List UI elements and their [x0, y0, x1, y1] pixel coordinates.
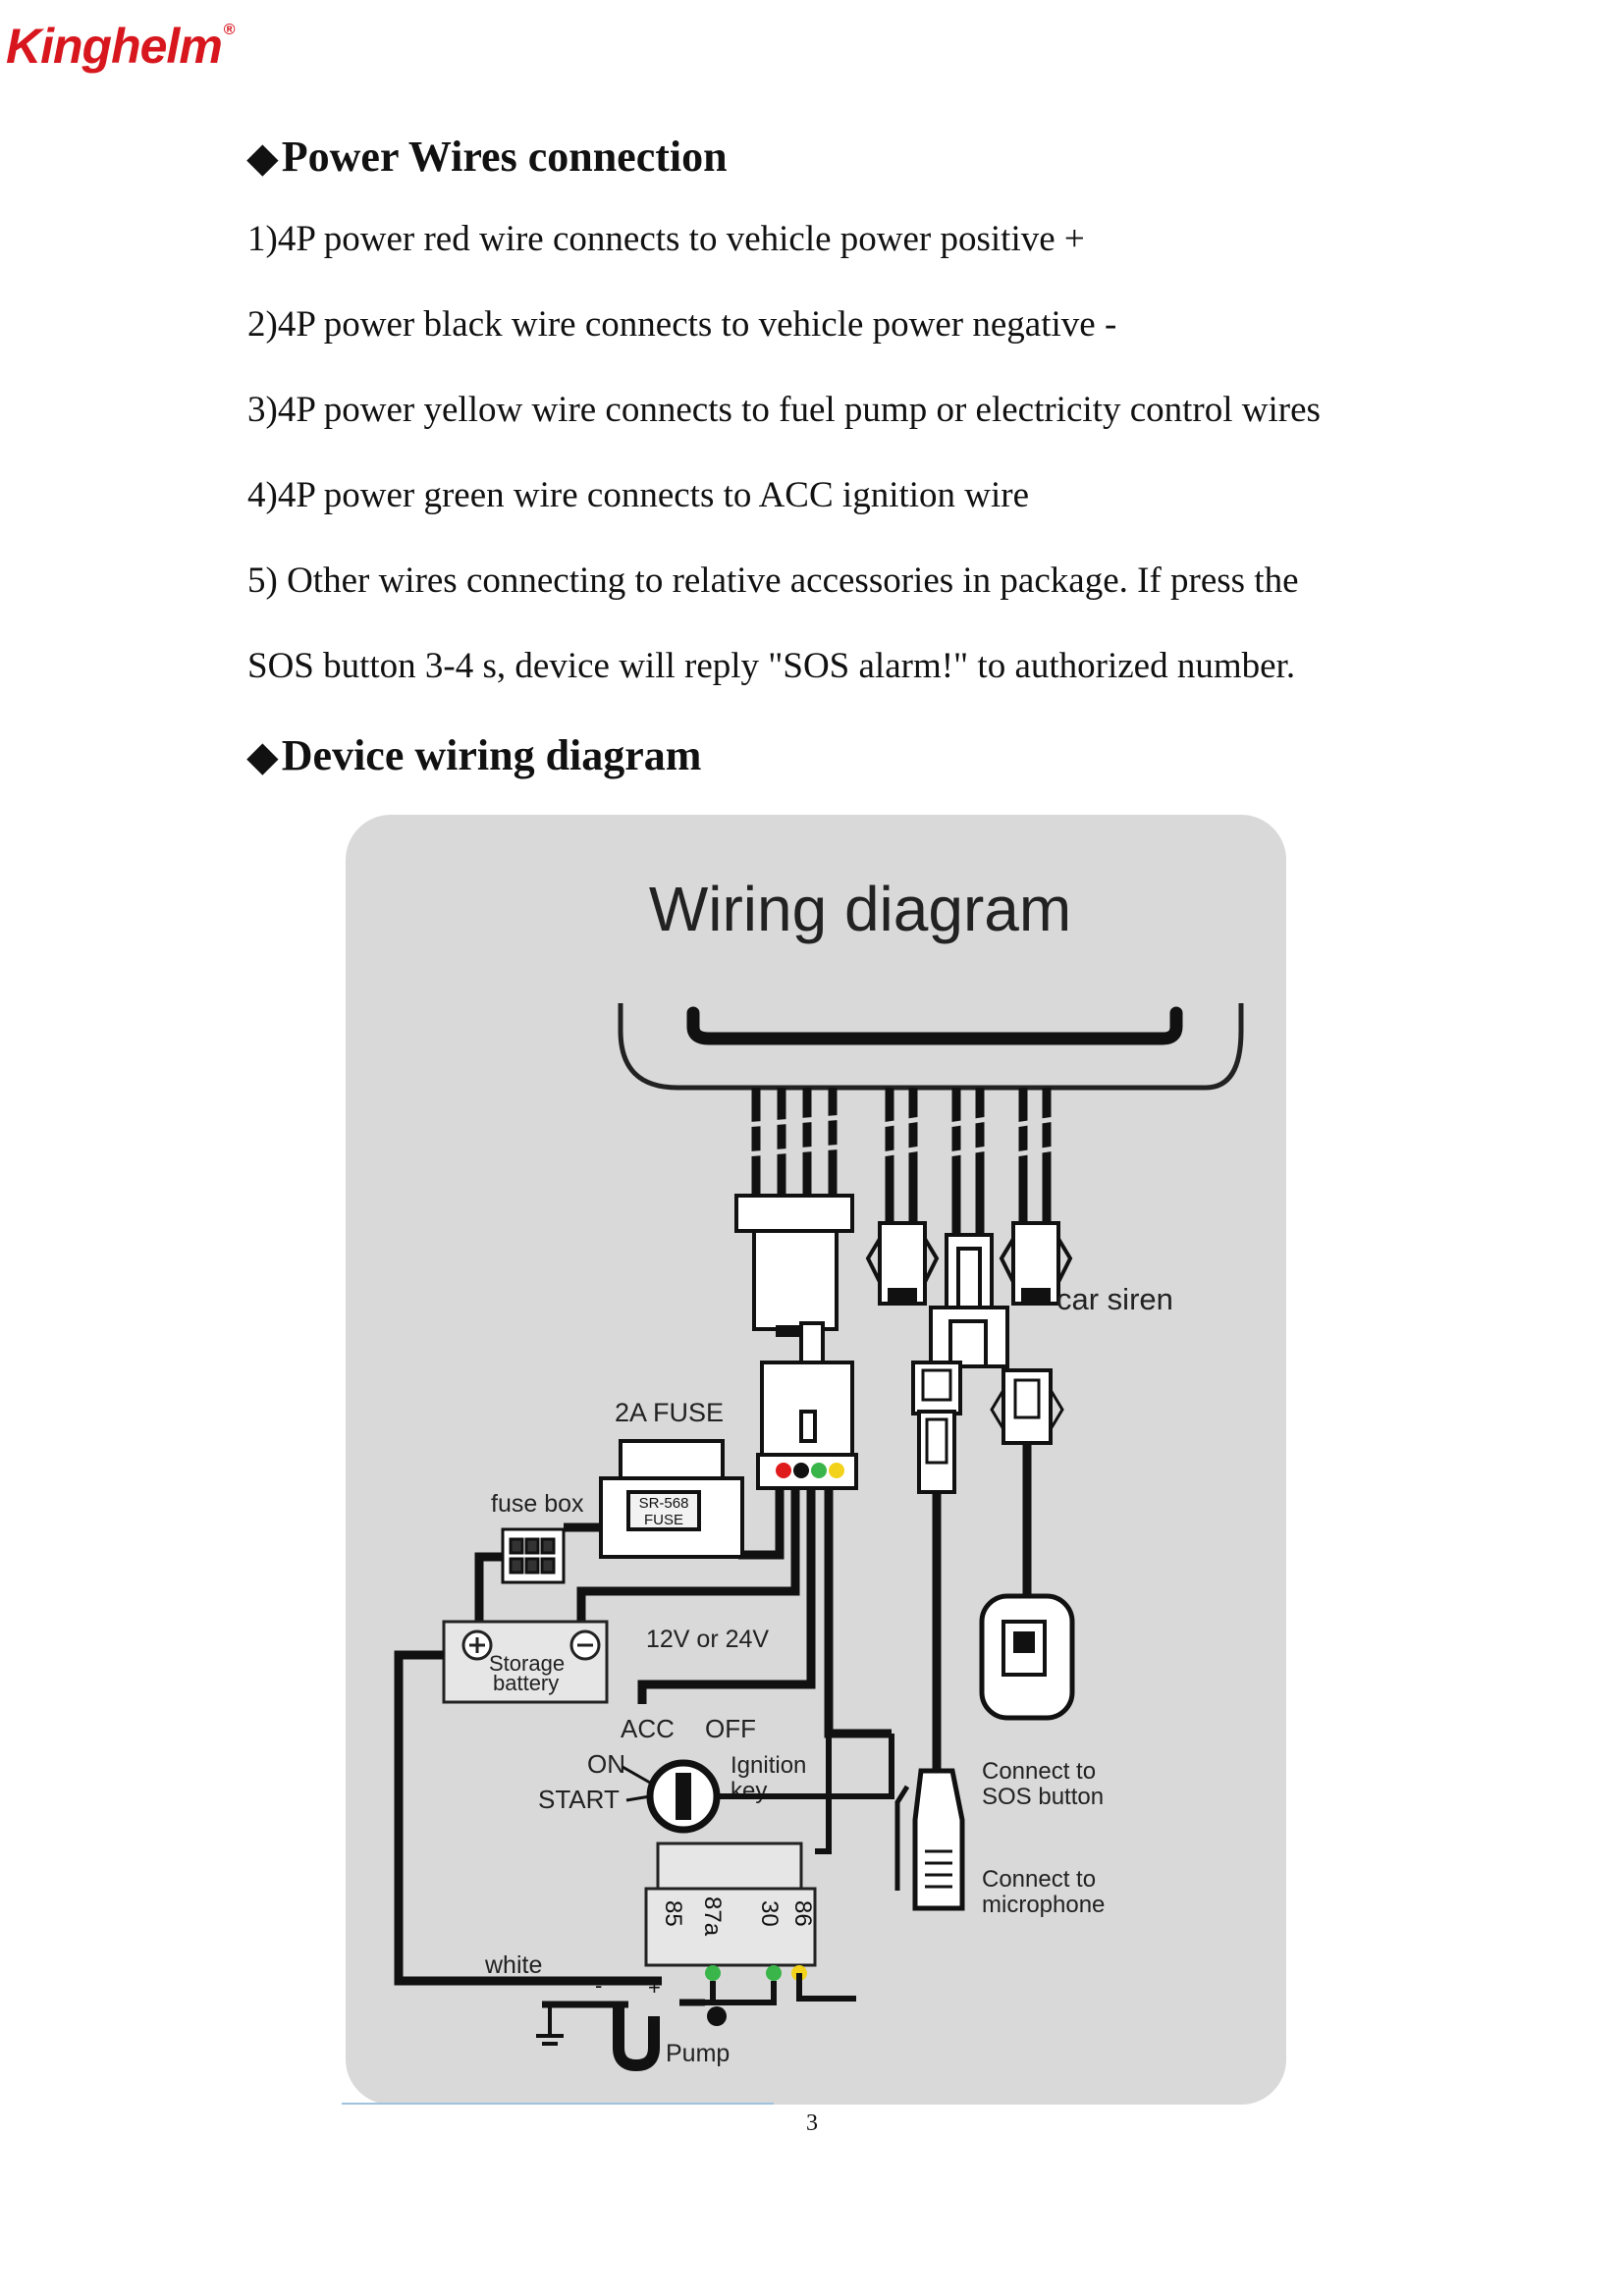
- page-number: 3: [806, 2110, 818, 2136]
- diagram-title: Wiring diagram: [648, 874, 1072, 944]
- dot-yellow: [829, 1463, 844, 1478]
- relay-85: 85: [660, 1900, 686, 1927]
- instruction-line-6: SOS button 3-4 s, device will reply "SOS alarm!" to authorized number.: [247, 646, 1296, 686]
- dot-red: [776, 1463, 791, 1478]
- pump-minus: -: [595, 1973, 603, 1998]
- ignition-label-1: Ignition: [731, 1752, 807, 1779]
- instruction-line-1: 1)4P power red wire connects to vehicle power positive +: [247, 219, 1085, 259]
- voltage-label: 12V or 24V: [646, 1626, 770, 1653]
- ignition-label-2: key: [731, 1778, 768, 1804]
- on-label: ON: [587, 1749, 625, 1779]
- relay-dot-green-1: [705, 1965, 721, 1981]
- white-wire-label: white: [485, 1951, 543, 1979]
- heading-device-wiring: [247, 730, 701, 780]
- sos-label-2: SOS button: [982, 1784, 1105, 1810]
- off-label: OFF: [705, 1714, 756, 1743]
- fuse-box-label: fuse box: [491, 1490, 584, 1518]
- battery-label-1: Storage: [489, 1651, 566, 1676]
- acc-label: ACC: [621, 1714, 675, 1743]
- kinghelm-logo: [6, 18, 233, 75]
- diamond-bullet-icon: ◆: [247, 135, 278, 180]
- diamond-bullet-icon: ◆: [247, 734, 278, 778]
- dot-black: [793, 1463, 809, 1478]
- pump-label: Pump: [666, 2040, 731, 2067]
- dot-green: [811, 1463, 827, 1478]
- fuse-label: 2A FUSE: [615, 1398, 725, 1427]
- fuse-mark-1: SR-568: [638, 1495, 689, 1512]
- battery-label-2: battery: [493, 1671, 560, 1695]
- diagram-underline: [342, 2103, 774, 2105]
- mic-label-1: Connect to: [982, 1866, 1097, 1893]
- fuse-box-icon: [503, 1529, 564, 1582]
- start-label: START: [538, 1785, 620, 1814]
- car-siren-label: car siren: [1056, 1282, 1173, 1316]
- relay-87a: 87a: [699, 1896, 726, 1937]
- wiring-diagram: [342, 811, 1290, 2109]
- logo-text: Kinghelm: [6, 19, 222, 74]
- 4p-power-plug: [736, 1196, 852, 1335]
- pump-plus: +: [648, 1975, 661, 2000]
- relay-30: 30: [756, 1900, 783, 1927]
- instruction-line-3: 3)4P power yellow wire connects to fuel pump or electricity control wires: [247, 390, 1321, 430]
- relay-dot-green-2: [766, 1965, 782, 1981]
- instruction-line-5: 5) Other wires connecting to relative accessories in package. If press the: [247, 561, 1299, 601]
- heading-text: Device wiring diagram: [281, 731, 702, 779]
- mic-label-2: microphone: [982, 1892, 1106, 1918]
- relay-86: 86: [789, 1900, 816, 1927]
- fuse-mark-2: FUSE: [643, 1512, 684, 1528]
- registered-mark: ®: [223, 22, 235, 38]
- heading-power-wires: [247, 132, 728, 182]
- heading-text: Power Wires connection: [281, 133, 728, 181]
- sos-label-1: Connect to: [982, 1758, 1097, 1785]
- instruction-line-2: 2)4P power black wire connects to vehicle power negative -: [247, 304, 1117, 345]
- instruction-line-4: 4)4P power green wire connects to ACC ignition wire: [247, 475, 1030, 515]
